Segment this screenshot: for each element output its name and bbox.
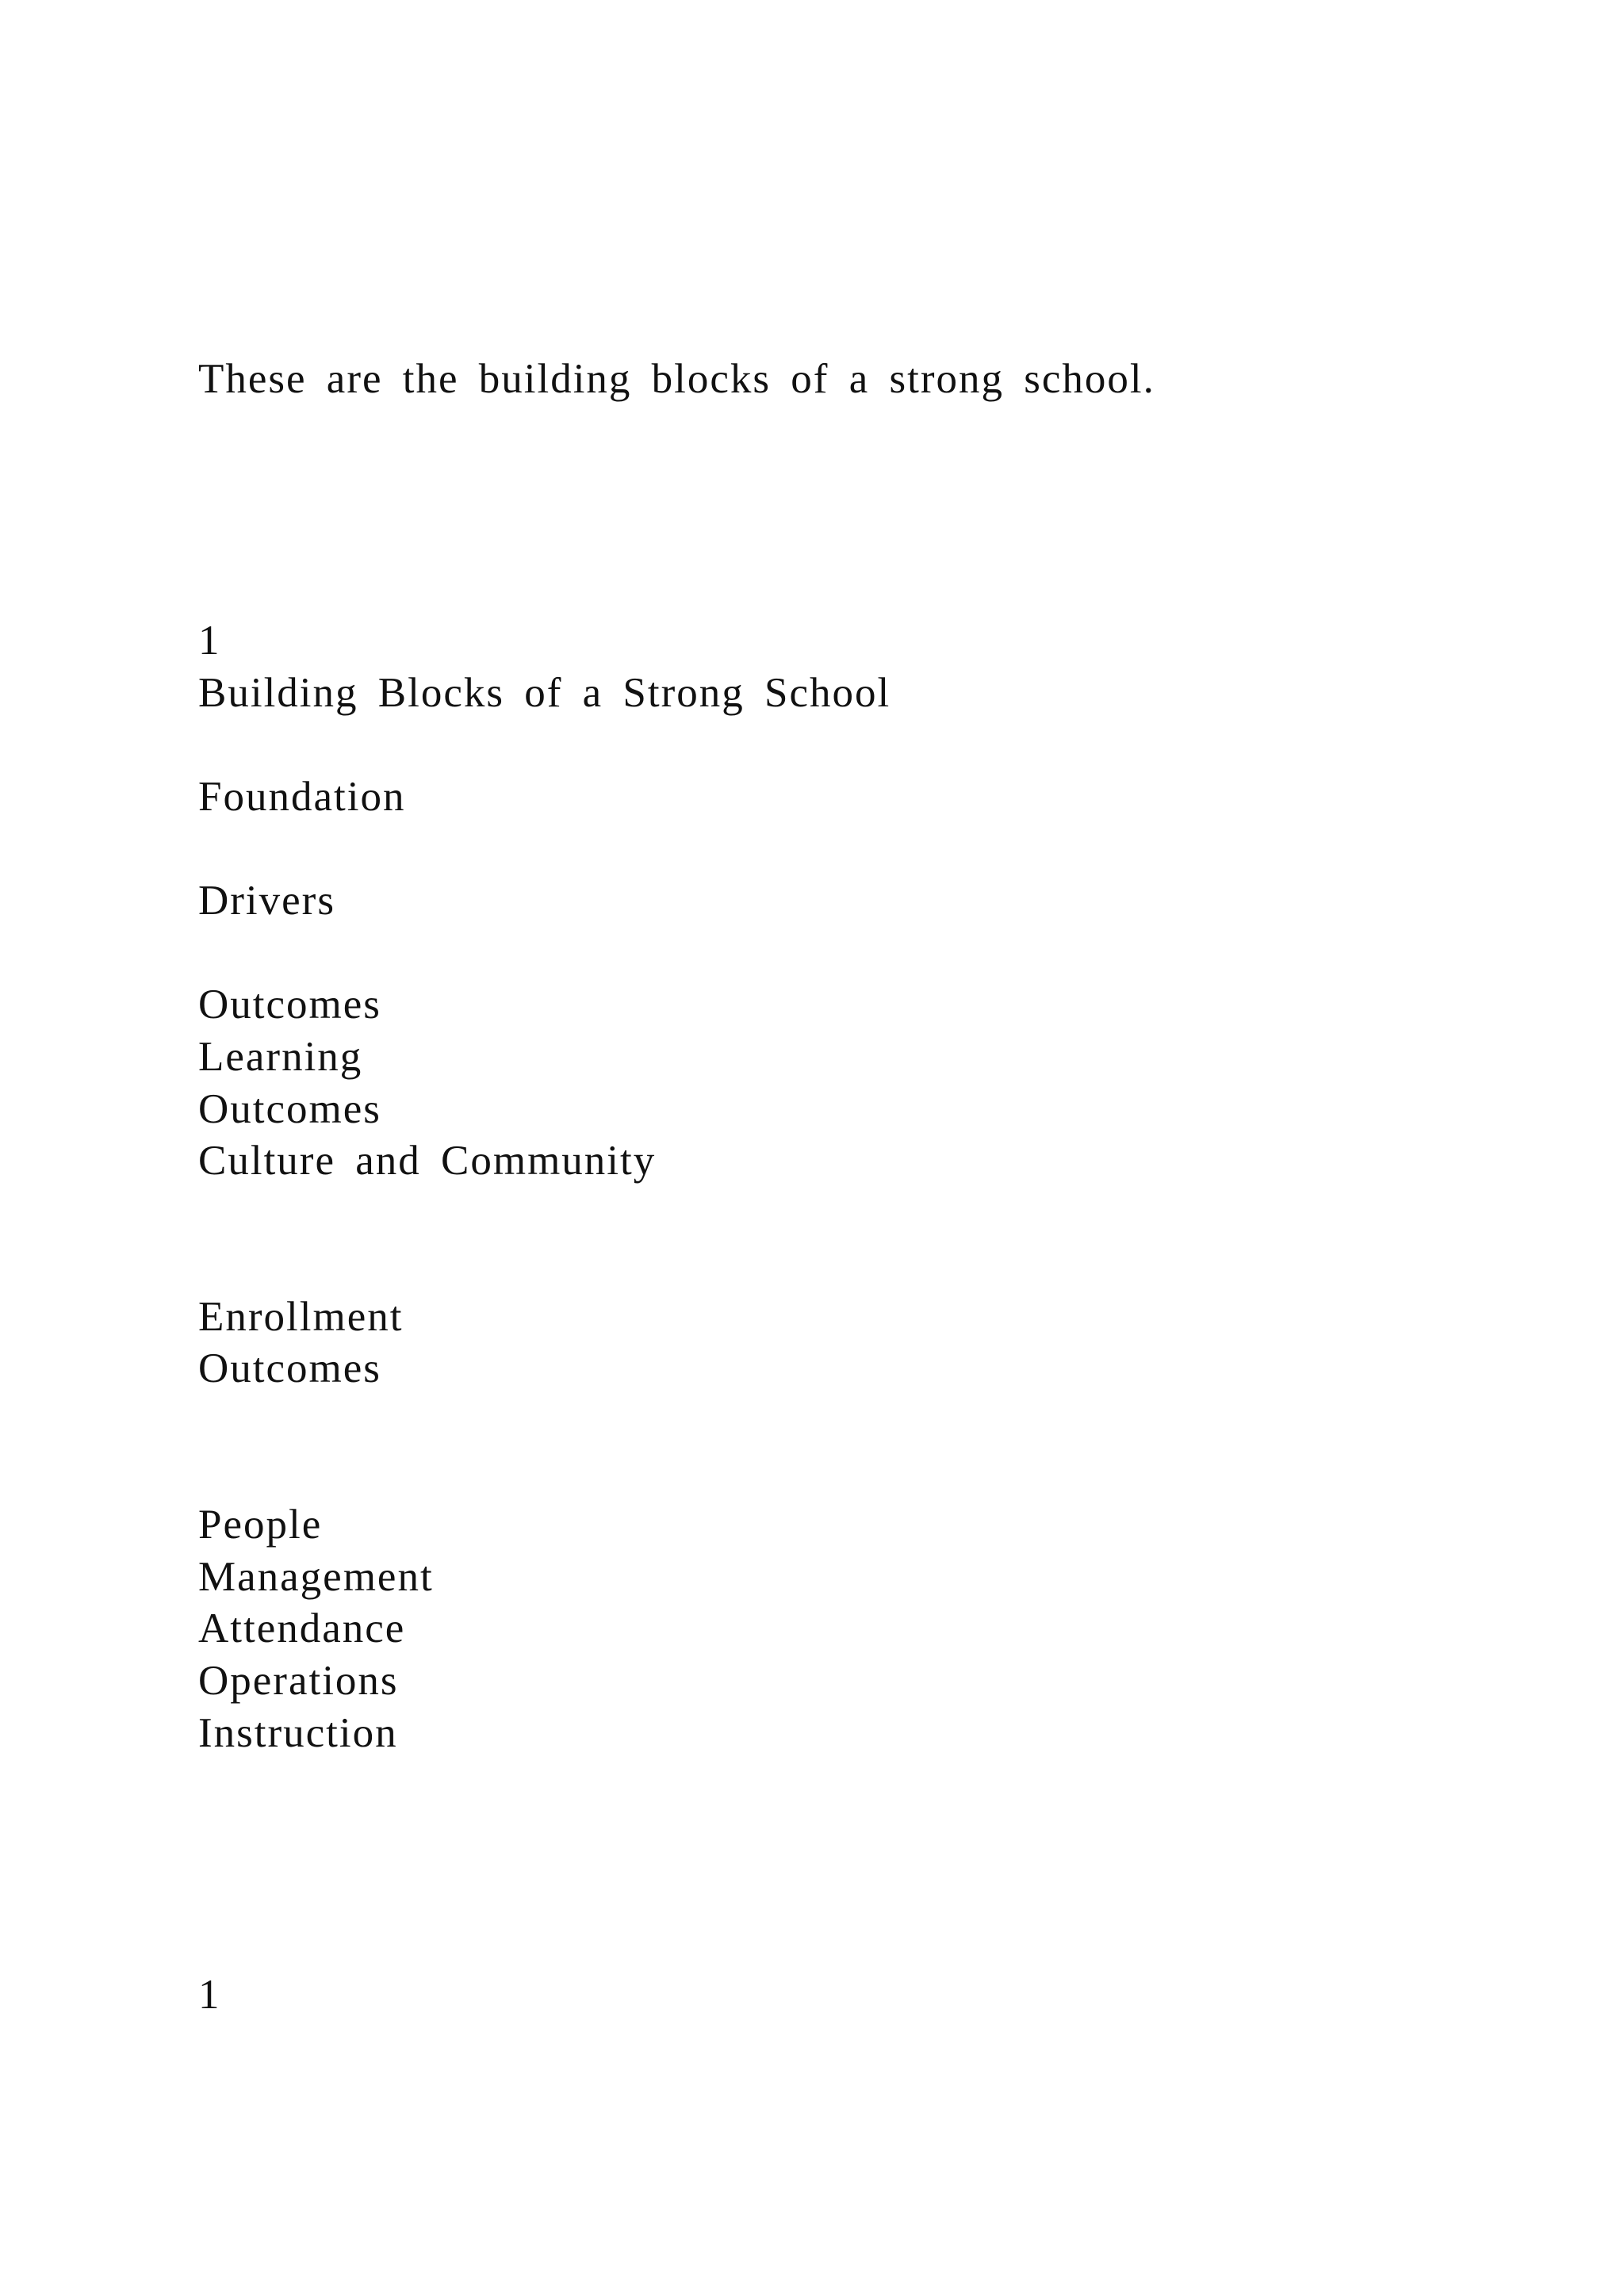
label-drivers: Drivers bbox=[198, 878, 335, 924]
page-number: 1 bbox=[198, 1972, 221, 2018]
slide-number: 1 bbox=[198, 618, 221, 664]
label-instruction: Instruction bbox=[198, 1710, 398, 1756]
label-people: People bbox=[198, 1502, 323, 1548]
label-enrollment: Enrollment bbox=[198, 1294, 404, 1340]
slide-title: Building Blocks of a Strong School bbox=[198, 670, 891, 716]
label-foundation: Foundation bbox=[198, 774, 406, 820]
label-outcomes: Outcomes bbox=[198, 982, 381, 1027]
label-learning: Learning bbox=[198, 1034, 363, 1080]
label-attendance: Attendance bbox=[198, 1605, 406, 1651]
intro-text: These are the building blocks of a strong school. bbox=[198, 356, 1155, 402]
label-operations: Operations bbox=[198, 1658, 399, 1704]
label-management: Management bbox=[198, 1554, 434, 1600]
label-learning-outcomes: Outcomes bbox=[198, 1086, 381, 1132]
label-enrollment-outcomes: Outcomes bbox=[198, 1345, 381, 1391]
label-culture-community: Culture and Community bbox=[198, 1138, 657, 1184]
